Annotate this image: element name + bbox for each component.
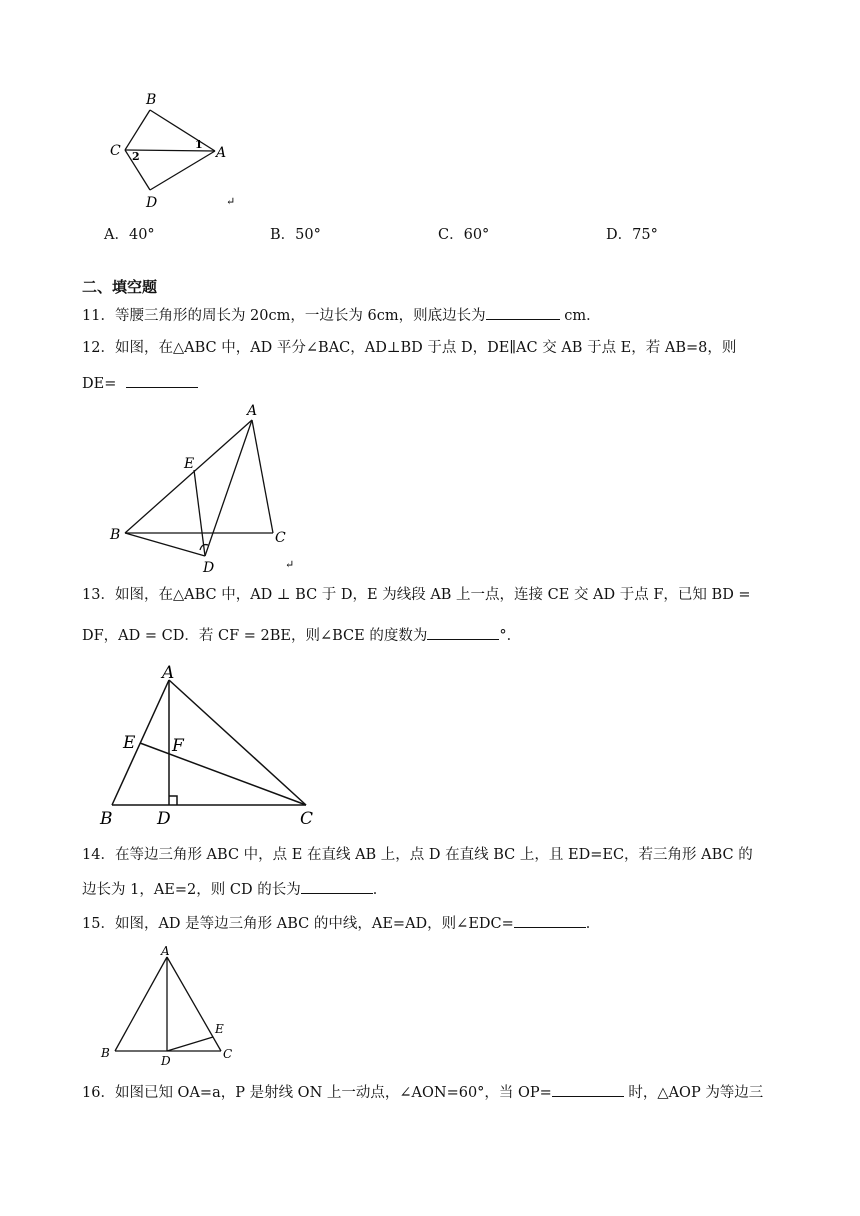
label-A: A [161,944,170,958]
question-16 [82,1081,763,1103]
question-14-line2 [82,878,387,900]
question-13-line2 [82,624,521,646]
label-D: D [146,195,158,211]
label-E: E [123,733,136,753]
label-F: F [172,736,184,756]
angle-1: 1 [195,138,203,151]
figure-q10 [100,88,250,213]
return-mark: ↵ [285,558,295,571]
q15-suffix: ． [585,916,601,932]
label-E: E [184,456,195,472]
figure-q15 [95,940,245,1065]
label-E: E [215,1022,224,1036]
answer-blank-14 [301,878,373,894]
angle-2: 2 [132,150,140,163]
question-13-line1: 13．如图，在△ABC 中，AD ⊥ BC 于 D，E 为线段 AB 上一点，连接 CE 交 AD 于点 F，已知 BD = [82,587,751,603]
label-A: A [162,663,175,683]
label-D: D [157,809,171,829]
option-a: A．40° [104,227,155,243]
label-C: C [110,143,121,159]
return-mark: ↵ [226,195,236,208]
option-d: D．75° [606,227,658,243]
answer-blank-11 [486,304,560,320]
label-A: A [247,403,258,419]
label-B: B [100,809,113,829]
question-11 [82,304,601,326]
section-title: 二、填空题 [82,278,158,296]
q16-text: 16．如图已知 OA=a，P 是射线 ON 上一动点，∠AON=60°，当 OP= [82,1085,552,1101]
option-c: C．60° [438,227,490,243]
figure-q13 [95,660,335,830]
q13-suffix: °． [499,628,522,644]
question-12-line2 [82,372,198,394]
label-C: C [275,530,286,546]
label-C: C [300,809,314,829]
label-A: A [216,145,227,161]
answer-blank-15 [514,912,586,928]
q13-text: DF，AD = CD．若 CF = 2BE，则∠BCE 的度数为 [82,628,428,644]
label-B: B [110,527,121,543]
answer-blank-12 [126,372,198,388]
question-14-line1: 14．在等边三角形 ABC 中，点 E 在直线 AB 上，点 D 在直线 BC 上，且 ED=EC，若三角形 ABC 的 [82,847,753,863]
label-B: B [146,92,157,108]
q11-unit: cm． [559,308,601,324]
question-15 [82,912,600,934]
label-B: B [101,1046,110,1060]
label-D: D [161,1054,171,1065]
label-C: C [223,1047,233,1061]
option-b: B．50° [270,227,321,243]
q12-prefix: DE= [82,376,117,392]
q11-text: 11．等腰三角形的周长为 20cm，一边长为 6cm，则底边长为 [82,308,486,324]
q15-text: 15．如图，AD 是等边三角形 ABC 的中线，AE=AD，则∠EDC= [82,916,514,932]
q14-suffix: ． [372,882,388,898]
answer-blank-13 [427,624,499,640]
answer-blank-16 [552,1081,624,1097]
question-12-line1: 12．如图，在△ABC 中，AD 平分∠BAC，AD⊥BD 于点 D，DE∥AC 交 AB 于点 E，若 AB=8，则 [82,340,737,356]
figure-q12 [105,400,305,575]
q16-suffix: 时，△AOP 为等边三 [623,1085,764,1101]
label-D: D [203,560,215,575]
q14-text: 边长为 1，AE=2，则 CD 的长为 [82,882,301,898]
